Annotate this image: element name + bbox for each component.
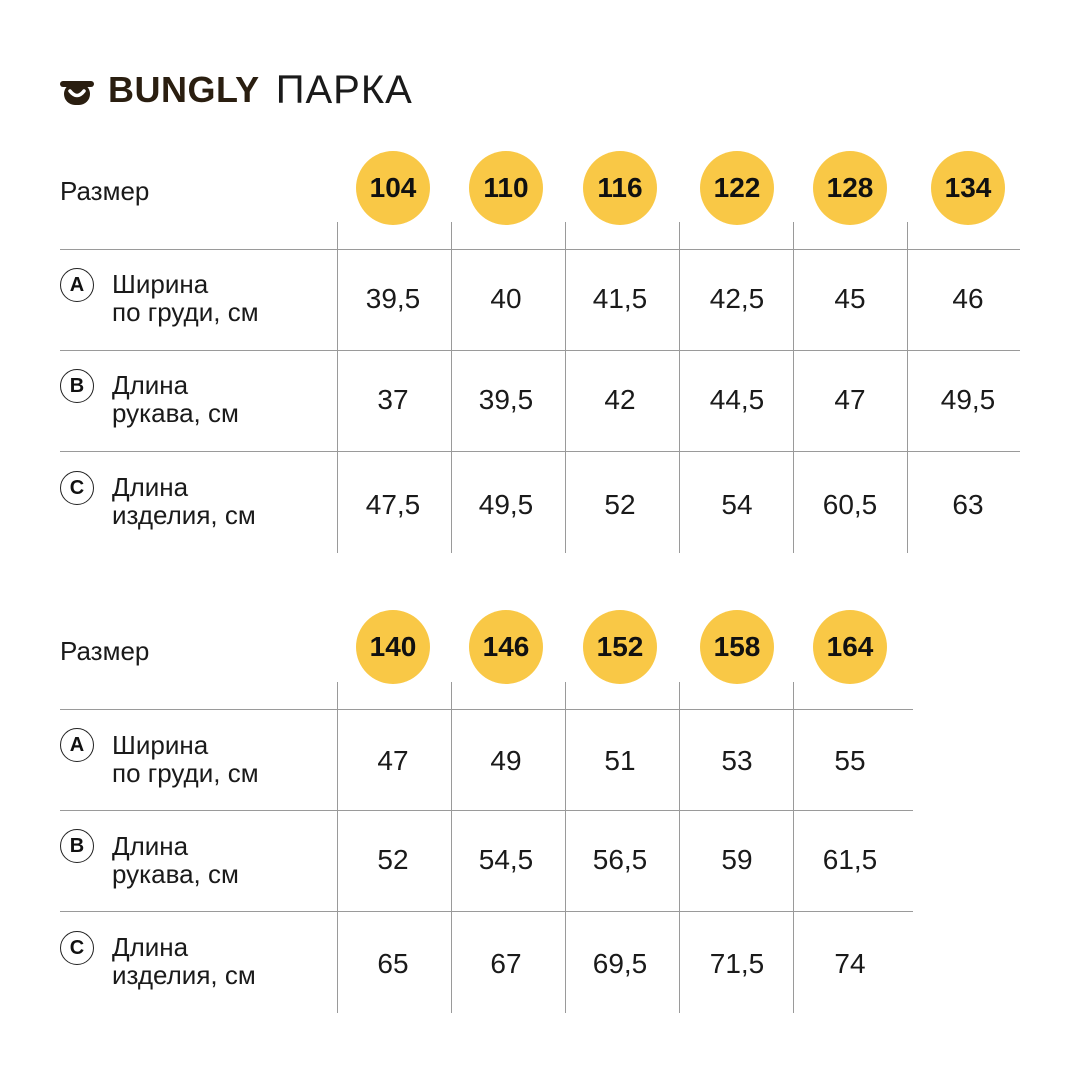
row-label — [112, 371, 239, 427]
table-cell: 46 — [952, 283, 984, 314]
row-divider — [60, 810, 913, 811]
table-cell: 54 — [721, 489, 753, 520]
row-label-line2: по груди, см — [112, 297, 259, 327]
column-divider — [337, 682, 338, 1013]
size-label: Размер — [60, 176, 150, 206]
table-cell: 49,5 — [940, 384, 996, 415]
column-divider — [451, 222, 452, 553]
row-badge: B — [60, 829, 94, 863]
row-label-line2: по груди, см — [112, 758, 259, 788]
row-label — [112, 473, 256, 529]
header — [60, 62, 413, 118]
table-cell: 49 — [490, 745, 522, 776]
size-circle: 164 — [813, 610, 887, 684]
row-divider — [60, 451, 1020, 452]
column-divider — [565, 222, 566, 553]
table-cell: 49,5 — [478, 489, 534, 520]
table-cell: 39,5 — [478, 384, 534, 415]
column-divider — [907, 222, 908, 553]
size-circle: 140 — [356, 610, 430, 684]
column-divider — [679, 222, 680, 553]
table-cell: 69,5 — [592, 948, 648, 979]
size-circle: 128 — [813, 151, 887, 225]
row-label — [112, 731, 259, 787]
row-badge: A — [60, 728, 94, 762]
row-label-line2: рукава, см — [112, 398, 239, 428]
brand-name: BUNGLY — [108, 69, 260, 110]
size-circle: 122 — [700, 151, 774, 225]
table-cell: 47 — [377, 745, 409, 776]
row-label — [112, 270, 259, 326]
row-divider — [60, 249, 1020, 250]
column-divider — [337, 222, 338, 553]
row-label-line1: Ширина — [112, 269, 209, 299]
table-cell: 56,5 — [592, 844, 648, 875]
table-cell: 45 — [834, 283, 866, 314]
column-divider — [451, 682, 452, 1013]
row-badge: A — [60, 268, 94, 302]
row-divider — [60, 911, 913, 912]
table-cell: 52 — [604, 489, 636, 520]
row-label — [112, 832, 239, 888]
table-cell: 71,5 — [709, 948, 765, 979]
table-cell: 59 — [721, 844, 753, 875]
row-divider — [60, 350, 1020, 351]
product-title: ПАРКА — [275, 67, 413, 112]
row-label-line2: изделия, см — [112, 960, 256, 990]
row-label-line1: Длина — [112, 831, 189, 861]
row-label-line1: Длина — [112, 472, 189, 502]
table-cell: 47,5 — [365, 489, 421, 520]
size-circle: 110 — [469, 151, 543, 225]
table-cell: 39,5 — [365, 283, 421, 314]
table-cell: 54,5 — [478, 844, 534, 875]
table-cell: 41,5 — [592, 283, 648, 314]
column-divider — [679, 682, 680, 1013]
table-cell: 63 — [952, 489, 984, 520]
column-divider — [793, 222, 794, 553]
size-circle: 146 — [469, 610, 543, 684]
size-circle: 116 — [583, 151, 657, 225]
row-label-line2: изделия, см — [112, 500, 256, 530]
smile-bag-icon — [60, 73, 94, 107]
row-label-line1: Длина — [112, 932, 189, 962]
row-label-line1: Длина — [112, 370, 189, 400]
table-cell: 61,5 — [822, 844, 878, 875]
size-circle: 134 — [931, 151, 1005, 225]
table-cell: 37 — [377, 384, 409, 415]
table-cell: 55 — [834, 745, 866, 776]
row-badge: B — [60, 369, 94, 403]
table-cell: 60,5 — [822, 489, 878, 520]
table-cell: 40 — [490, 283, 522, 314]
size-label: Размер — [60, 636, 150, 666]
table-cell: 42 — [604, 384, 636, 415]
table-cell: 44,5 — [709, 384, 765, 415]
row-label-line2: рукава, см — [112, 859, 239, 889]
size-circle: 152 — [583, 610, 657, 684]
table-cell: 67 — [490, 948, 522, 979]
size-circle: 104 — [356, 151, 430, 225]
table-cell: 42,5 — [709, 283, 765, 314]
row-badge: C — [60, 931, 94, 965]
column-divider — [565, 682, 566, 1013]
size-circle: 158 — [700, 610, 774, 684]
table-cell: 53 — [721, 745, 753, 776]
row-label — [112, 933, 256, 989]
table-cell: 74 — [834, 948, 866, 979]
table-cell: 47 — [834, 384, 866, 415]
row-label-line1: Ширина — [112, 730, 209, 760]
table-cell: 52 — [377, 844, 409, 875]
table-cell: 51 — [604, 745, 636, 776]
table-cell: 65 — [377, 948, 409, 979]
row-divider — [60, 709, 913, 710]
row-badge: C — [60, 471, 94, 505]
column-divider — [793, 682, 794, 1013]
